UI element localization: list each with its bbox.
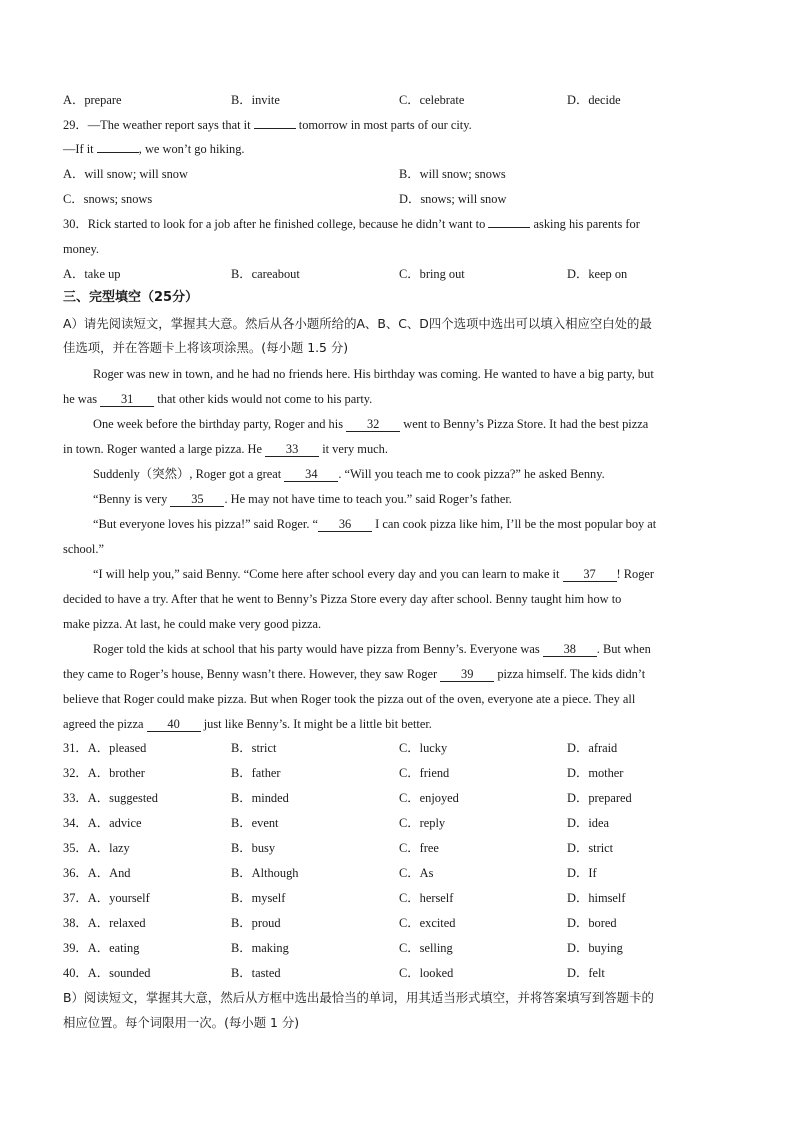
q34-option-a: [63, 815, 141, 831]
q39-option-d: [567, 940, 623, 956]
q28-option-a: A．prepare: [63, 93, 122, 107]
passage-p3: Suddenly（突然）, Roger got a great 34 . “Will you teach me to cook pizza?” he asked Benny.: [93, 467, 605, 481]
question-number: 34．: [63, 816, 88, 830]
option-text: D．himself: [567, 891, 626, 905]
question-number: 39．: [63, 941, 88, 955]
q28-option-c: C．celebrate: [399, 93, 465, 107]
q33-option-b: [231, 790, 289, 806]
option-text: D．bored: [567, 916, 617, 930]
option-text: D．felt: [567, 966, 605, 980]
q35-option-b: [231, 840, 275, 856]
q33-option-d: [567, 790, 632, 806]
q30-option-d: D．keep on: [567, 267, 628, 281]
option-text: D．buying: [567, 941, 623, 955]
option-text: C．free: [399, 841, 439, 855]
question-number: 35．: [63, 841, 88, 855]
section-3-title: 三、完型填空（25分）: [63, 290, 199, 305]
passage-p6-line1: “I will help you,” said Benny. “Come here after school every day and you can learn to make it 37 ! Roger: [93, 567, 655, 581]
q36-option-b: [231, 865, 298, 881]
passage-p6-line2: decided to have a try. After that he went to Benny’s Pizza Store every day after school. Benny taught him how to: [63, 592, 622, 606]
option-text: A．eating: [87, 941, 140, 955]
q31-option-a: [63, 740, 146, 756]
option-text: C．As: [399, 866, 434, 880]
section-b-instructions-line2: 相应位置。每个词限用一次。(每小题 1 分): [63, 1015, 300, 1030]
q34-option-c: [399, 815, 445, 831]
q33-option-c: [399, 790, 459, 806]
q40-option-a: [63, 965, 150, 981]
q38-option-d: [567, 915, 617, 931]
option-text: B．busy: [231, 841, 276, 855]
option-text: B．father: [231, 766, 281, 780]
q36-option-c: [399, 865, 433, 881]
option-text: A．sounded: [87, 966, 151, 980]
q35-option-d: [567, 840, 613, 856]
blank-31: 31: [100, 392, 154, 407]
q36-option-d: [567, 865, 597, 881]
passage-p2-line2: in town. Roger wanted a large pizza. He 33 it very much.: [63, 442, 388, 456]
q30-option-a: A．take up: [63, 267, 121, 281]
option-text: A．pleased: [87, 741, 147, 755]
blank-34: 34: [284, 467, 338, 482]
q28-option-d: D．decide: [567, 93, 621, 107]
option-text: A．brother: [87, 766, 145, 780]
q32-option-b: [231, 765, 281, 781]
blank-33: 33: [265, 442, 319, 457]
option-text: C．reply: [399, 816, 446, 830]
option-text: A．advice: [87, 816, 142, 830]
q29-option-b: B．will snow; snows: [399, 167, 506, 181]
option-text: D．afraid: [567, 741, 618, 755]
q31-option-d: [567, 740, 617, 756]
q39-option-b: [231, 940, 289, 956]
q29-option-d: D．snows; will snow: [399, 192, 507, 206]
q38-option-a: [63, 915, 146, 931]
q40-option-d: [567, 965, 605, 981]
option-text: C．herself: [399, 891, 454, 905]
question-number: 38．: [63, 916, 88, 930]
option-text: A．suggested: [87, 791, 158, 805]
question-number: 36．: [63, 866, 88, 880]
passage-p7-line3: believe that Roger could make pizza. But when Roger took the pizza out of the oven, everyone ate a piece. They all: [63, 692, 636, 706]
q30-option-c: C．bring out: [399, 267, 465, 281]
blank-40: 40: [147, 717, 201, 732]
passage-p5-line2: school.”: [63, 542, 104, 556]
q28-option-b: B．invite: [231, 93, 280, 107]
q37-option-a: [63, 890, 150, 906]
q37-option-b: [231, 890, 285, 906]
option-text: C．selling: [399, 941, 453, 955]
blank-39: 39: [440, 667, 494, 682]
option-text: A．lazy: [87, 841, 130, 855]
option-text: B．minded: [231, 791, 289, 805]
passage-p4: “Benny is very 35 . He may not have time to teach you.” said Roger’s father.: [93, 492, 512, 506]
option-text: B．making: [231, 941, 289, 955]
blank-37: 37: [563, 567, 617, 582]
q31-option-c: [399, 740, 447, 756]
q38-option-b: [231, 915, 281, 931]
option-text: C．looked: [399, 966, 454, 980]
q33-option-a: [63, 790, 158, 806]
q30-option-b: B．careabout: [231, 267, 300, 281]
q30-question-line1: 30．Rick started to look for a job after he finished college, because he didn’t want to asking his parents for: [63, 217, 640, 231]
q29-question-line2: —If it , we won’t go hiking.: [63, 142, 245, 156]
q37-option-c: [399, 890, 453, 906]
passage-p1-line2: he was 31 that other kids would not come to his party.: [63, 392, 373, 406]
q30-blank: [488, 227, 530, 228]
q35-option-c: [399, 840, 439, 856]
option-text: D．strict: [567, 841, 614, 855]
q36-option-a: [63, 865, 130, 881]
q32-option-c: [399, 765, 449, 781]
option-text: A．yourself: [87, 891, 150, 905]
q34-option-d: [567, 815, 609, 831]
question-number: 31．: [63, 741, 88, 755]
q30-question-line2: money.: [63, 242, 100, 256]
question-number: 37．: [63, 891, 88, 905]
option-text: B．proud: [231, 916, 281, 930]
passage-p5-line1: “But everyone loves his pizza!” said Roger. “ 36 I can cook pizza like him, I’ll be the most popular boy at: [93, 517, 657, 531]
q32-option-d: [567, 765, 623, 781]
passage-p7-line1: Roger told the kids at school that his party would have pizza from Benny’s. Everyone was 38 . But when: [93, 642, 651, 656]
q29-option-c: C．snows; snows: [63, 192, 153, 206]
option-text: D．If: [567, 866, 597, 880]
option-text: B．myself: [231, 891, 286, 905]
q29-blank-1: [254, 128, 296, 129]
passage-p7-line4: agreed the pizza 40 just like Benny’s. It might be a little bit better.: [63, 717, 432, 731]
q40-option-c: [399, 965, 453, 981]
option-text: C．lucky: [399, 741, 448, 755]
q29-question-line1: 29．—The weather report says that it tomorrow in most parts of our city.: [63, 118, 472, 132]
section-b-instructions-line1: B）阅读短文，掌握其大意，然后从方框中选出最恰当的单词，用其适当形式填空，并将答案填写到答题卡的: [63, 990, 654, 1005]
option-text: B．Although: [231, 866, 299, 880]
question-number: 33．: [63, 791, 88, 805]
section-a-instructions-line1: A）请先阅读短文，掌握其大意。然后从各小题所给的A、B、C、D四个选项中选出可以填入相应空白处的最: [63, 316, 652, 331]
option-text: C．friend: [399, 766, 450, 780]
q39-option-c: [399, 940, 453, 956]
passage-p2-line1: One week before the birthday party, Roger and his 32 went to Benny’s Pizza Store. It had the best pizza: [93, 417, 649, 431]
blank-35: 35: [170, 492, 224, 507]
blank-38: 38: [543, 642, 597, 657]
option-text: D．prepared: [567, 791, 632, 805]
blank-32: 32: [346, 417, 400, 432]
blank-36: 36: [318, 517, 372, 532]
option-text: C．excited: [399, 916, 456, 930]
option-text: B．strict: [231, 741, 277, 755]
q37-option-d: [567, 890, 626, 906]
section-a-instructions-line2: 佳选项，并在答题卡上将该项涂黑。(每小题 1.5 分): [63, 340, 349, 355]
option-text: B．tasted: [231, 966, 281, 980]
option-text: D．idea: [567, 816, 609, 830]
passage-p7-line2: they came to Roger’s house, Benny wasn’t there. However, they saw Roger 39 pizza himself. The kids didn’t: [63, 667, 646, 681]
q29-option-a: A．will snow; will snow: [63, 167, 188, 181]
q39-option-a: [63, 940, 139, 956]
question-number: 32．: [63, 766, 88, 780]
passage-p6-line3: make pizza. At last, he could make very good pizza.: [63, 617, 322, 631]
passage-p1-line1: Roger was new in town, and he had no friends here. His birthday was coming. He wanted to have a big party, but: [93, 367, 654, 381]
q34-option-b: [231, 815, 279, 831]
question-number: 40．: [63, 966, 88, 980]
q32-option-a: [63, 765, 145, 781]
option-text: D．mother: [567, 766, 624, 780]
option-text: A．And: [87, 866, 131, 880]
option-text: A．relaxed: [87, 916, 146, 930]
q35-option-a: [63, 840, 130, 856]
q31-option-b: [231, 740, 276, 756]
q38-option-c: [399, 915, 455, 931]
option-text: C．enjoyed: [399, 791, 459, 805]
option-text: B．event: [231, 816, 279, 830]
q29-blank-2: [97, 152, 139, 153]
q40-option-b: [231, 965, 281, 981]
